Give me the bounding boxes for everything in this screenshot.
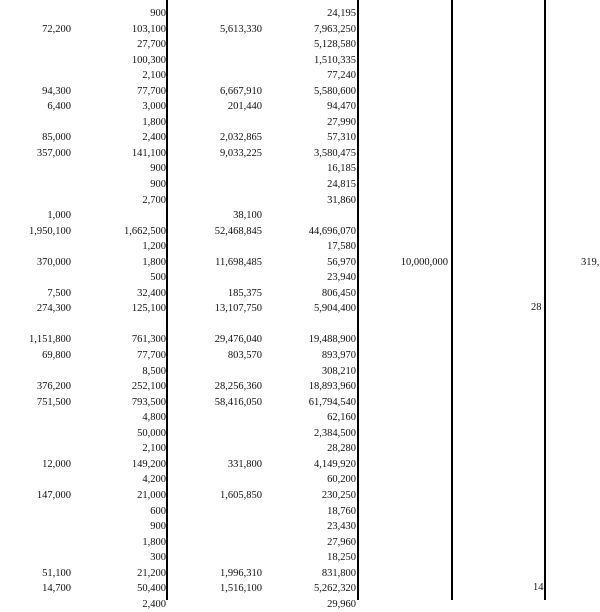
table-cell: 1,800 [142, 256, 166, 268]
table-cell: 50,000 [137, 427, 166, 439]
table-row [0, 286, 600, 302]
table-cell: 1,800 [142, 116, 166, 128]
table-cell: 23,430 [327, 521, 356, 533]
table-cell: 761,300 [131, 334, 166, 346]
table-cell: 94,470 [327, 101, 356, 113]
numeric-table [0, 6, 600, 612]
table-cell: 44,696,070 [308, 225, 356, 237]
table-cell: 18,893,960 [308, 381, 356, 393]
table-cell: 149,200 [131, 458, 166, 470]
page-number-bottom: 14 [533, 582, 544, 593]
table-cell: 5,128,580 [314, 39, 356, 51]
table-row [0, 410, 600, 426]
table-cell: 27,990 [327, 116, 356, 128]
table-cell: 27,960 [327, 536, 356, 548]
table-row [0, 488, 600, 504]
table-cell: 1,516,100 [220, 583, 262, 595]
table-cell: 3,580,475 [314, 147, 356, 159]
table-cell: 9,033,225 [220, 147, 262, 159]
table-cell: 125,100 [131, 303, 166, 315]
table-cell: 6,400 [47, 101, 71, 113]
table-row [0, 270, 600, 286]
table-row [0, 68, 600, 84]
table-row [0, 239, 600, 255]
table-cell: 2,400 [142, 132, 166, 144]
table-cell: 5,580,600 [314, 85, 356, 97]
table-cell: 100,300 [131, 54, 166, 66]
table-cell: 319, [581, 256, 600, 268]
table-row [0, 224, 600, 240]
table-cell: 357,000 [36, 147, 71, 159]
table-cell: 751,500 [36, 396, 71, 408]
table-row [0, 441, 600, 457]
table-cell: 38,100 [233, 210, 262, 222]
table-row [0, 115, 600, 131]
table-cell: 900 [150, 163, 166, 175]
table-cell: 376,200 [36, 381, 71, 393]
table-cell: 7,963,250 [314, 23, 356, 35]
table-cell: 58,416,050 [214, 396, 262, 408]
table-cell: 3,000 [142, 101, 166, 113]
table-cell: 1,950,100 [29, 225, 71, 237]
table-cell: 2,384,500 [314, 427, 356, 439]
table-cell: 900 [150, 8, 166, 19]
table-row [0, 472, 600, 488]
table-row [0, 177, 600, 193]
table-cell: 24,195 [327, 8, 356, 19]
table-cell: 230,250 [321, 489, 356, 501]
table-cell: 900 [150, 179, 166, 191]
table-cell: 52,468,845 [214, 225, 262, 237]
table-cell: 10,000,000 [400, 256, 448, 268]
table-cell: 31,860 [327, 194, 356, 206]
table-cell: 14,700 [42, 583, 71, 595]
table-cell: 2,400 [142, 598, 166, 610]
table-row [0, 301, 600, 317]
table-cell: 18,760 [327, 505, 356, 517]
table-cell: 1,605,850 [220, 489, 262, 501]
table-cell: 69,800 [42, 350, 71, 362]
table-row [0, 566, 600, 582]
table-cell: 5,613,330 [220, 23, 262, 35]
table-row [0, 208, 600, 224]
table-cell: 24,815 [327, 179, 356, 191]
table-cell: 308,210 [321, 365, 356, 377]
table-row [0, 317, 600, 333]
table-row [0, 84, 600, 100]
table-cell: 831,800 [321, 567, 356, 579]
table-cell: 51,100 [42, 567, 71, 579]
table-cell: 29,476,040 [214, 334, 262, 346]
table-cell: 16,185 [327, 163, 356, 175]
table-cell: 28,280 [327, 443, 356, 455]
table-cell: 60,200 [327, 474, 356, 486]
table-row [0, 550, 600, 566]
table-cell: 72,200 [42, 23, 71, 35]
table-cell: 2,700 [142, 194, 166, 206]
table-row [0, 457, 600, 473]
table-cell: 141,100 [131, 147, 166, 159]
table-cell: 1,996,310 [220, 567, 262, 579]
table-cell: 4,149,920 [314, 458, 356, 470]
table-row [0, 535, 600, 551]
table-cell: 1,510,335 [314, 54, 356, 66]
table-row [0, 348, 600, 364]
table-row [0, 37, 600, 53]
table-cell: 32,400 [137, 287, 166, 299]
table-cell: 147,000 [36, 489, 71, 501]
table-cell: 21,200 [137, 567, 166, 579]
table-row [0, 379, 600, 395]
table-row [0, 364, 600, 380]
table-cell: 17,580 [327, 241, 356, 253]
table-cell: 2,100 [142, 70, 166, 82]
table-cell: 806,450 [321, 287, 356, 299]
table-cell: 57,310 [327, 132, 356, 144]
table-row [0, 99, 600, 115]
table-row [0, 426, 600, 442]
table-row [0, 22, 600, 38]
table-cell: 600 [150, 505, 166, 517]
table-cell: 27,700 [137, 39, 166, 51]
table-cell: 1,800 [142, 536, 166, 548]
table-cell: 7,500 [47, 287, 71, 299]
table-cell: 50,400 [137, 583, 166, 595]
table-cell: 19,488,900 [308, 334, 356, 346]
table-cell: 85,000 [42, 132, 71, 144]
table-cell: 21,000 [137, 489, 166, 501]
table-cell: 2,032,865 [220, 132, 262, 144]
table-cell: 5,904,400 [314, 303, 356, 315]
table-cell: 1,200 [142, 241, 166, 253]
table-cell: 500 [150, 272, 166, 284]
table-cell: 900 [150, 521, 166, 533]
table-row [0, 581, 600, 597]
table-cell: 77,240 [327, 70, 356, 82]
table-cell: 11,698,485 [215, 256, 262, 268]
table-cell: 185,375 [227, 287, 262, 299]
table-cell: 56,970 [327, 256, 356, 268]
table-row [0, 597, 600, 612]
table-cell: 103,100 [131, 23, 166, 35]
table-cell: 803,570 [227, 350, 262, 362]
table-row [0, 193, 600, 209]
table-row [0, 130, 600, 146]
table-cell: 23,940 [327, 272, 356, 284]
table-cell: 94,300 [42, 85, 71, 97]
table-row [0, 519, 600, 535]
table-row [0, 146, 600, 162]
table-cell: 274,300 [36, 303, 71, 315]
table-cell: 61,794,540 [308, 396, 356, 408]
table-cell: 6,667,910 [220, 85, 262, 97]
table-cell: 13,107,750 [214, 303, 262, 315]
table-cell: 370,000 [36, 256, 71, 268]
table-cell: 201,440 [227, 101, 262, 113]
table-row [0, 504, 600, 520]
table-cell: 1,000 [47, 210, 71, 222]
table-row [0, 332, 600, 348]
table-cell: 8,500 [142, 365, 166, 377]
table-cell: 28,256,360 [214, 381, 262, 393]
table-cell: 77,700 [137, 350, 166, 362]
table-cell: 12,000 [42, 458, 71, 470]
table-cell: 5,262,320 [314, 583, 356, 595]
table-cell: 893,970 [321, 350, 356, 362]
table-cell: 1,151,800 [29, 334, 71, 346]
table-row [0, 6, 600, 22]
table-cell: 793,500 [131, 396, 166, 408]
table-row [0, 53, 600, 69]
table-cell: 252,100 [131, 381, 166, 393]
table-row [0, 161, 600, 177]
table-row [0, 255, 600, 271]
table-row [0, 395, 600, 411]
table-cell: 300 [150, 552, 166, 564]
table-cell: 2,100 [142, 443, 166, 455]
table-cell: 4,200 [142, 474, 166, 486]
table-cell: 62,160 [327, 412, 356, 424]
table-cell: 18,250 [327, 552, 356, 564]
table-cell: 29,960 [327, 598, 356, 610]
table-cell: 331,800 [227, 458, 262, 470]
page-number-top: 28 [531, 302, 542, 313]
table-cell: 77,700 [137, 85, 166, 97]
table-cell: 1,662,500 [124, 225, 166, 237]
table-cell: 4,800 [142, 412, 166, 424]
